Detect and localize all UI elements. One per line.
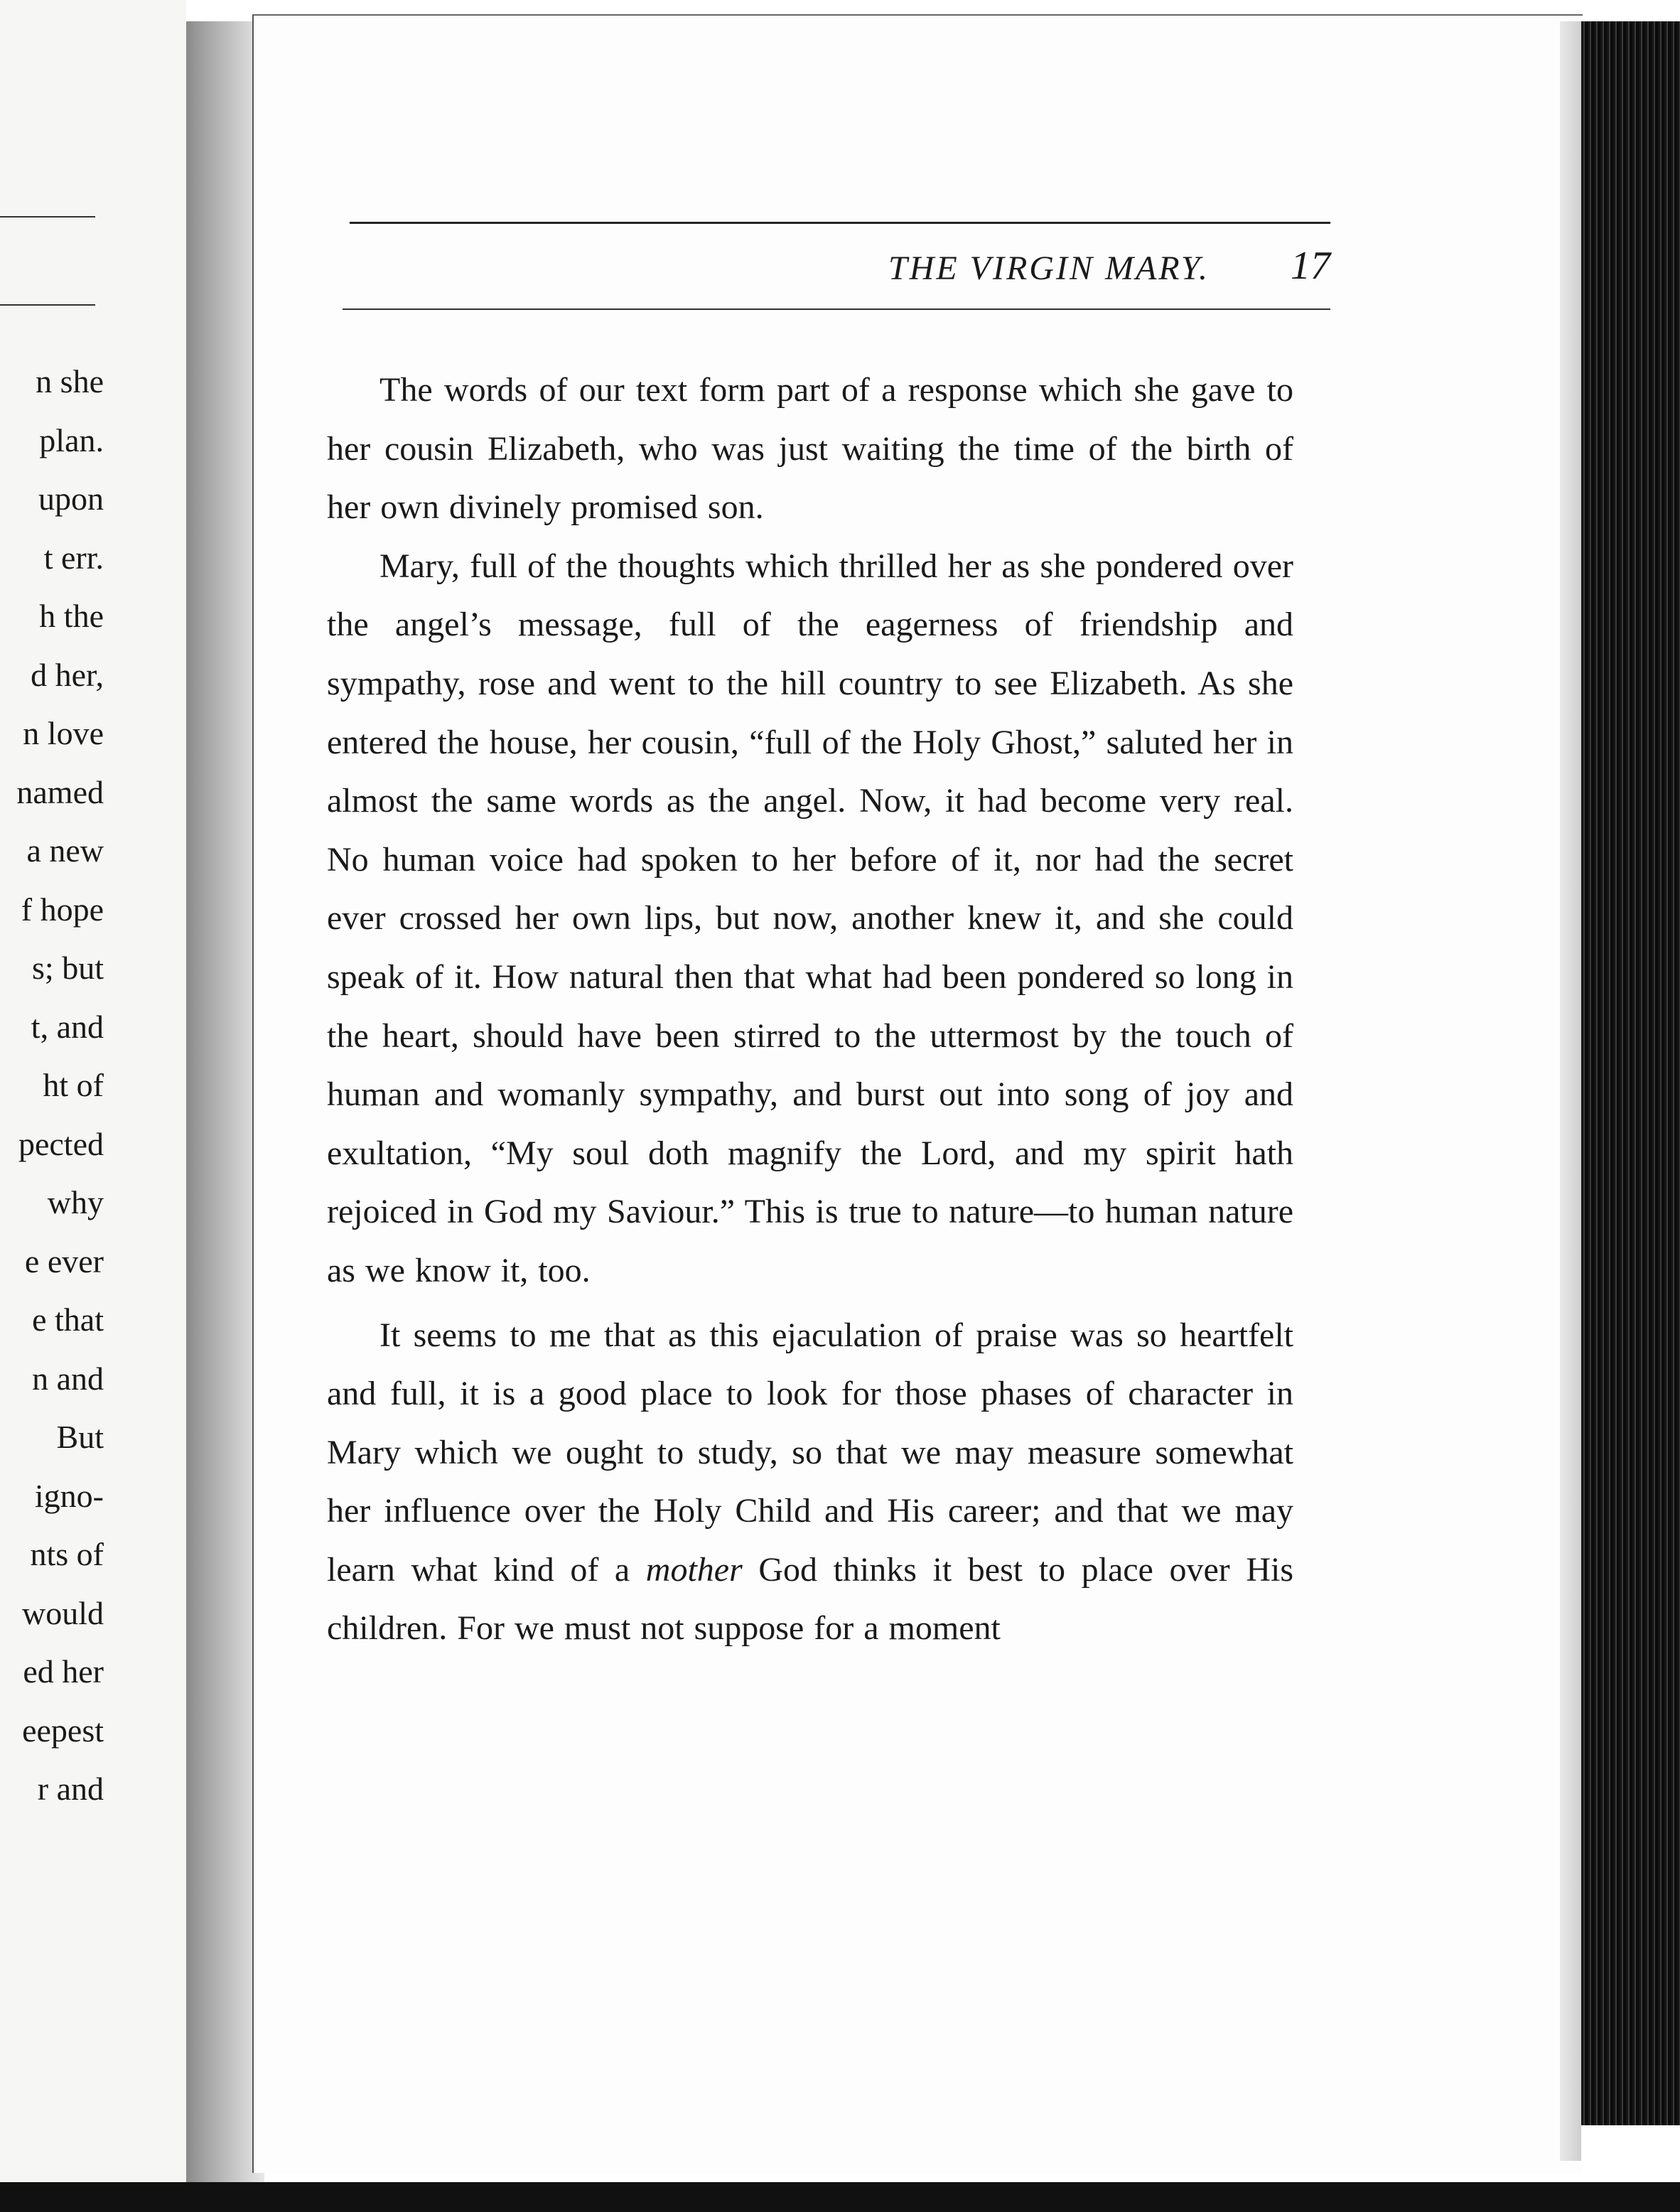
fragment-line: pected — [18, 1125, 104, 1162]
fragment-line: would — [22, 1594, 104, 1631]
running-head — [350, 222, 1551, 318]
fragment-line: r and — [37, 1771, 104, 1807]
fragment-line: nts of — [30, 1536, 104, 1572]
paragraph-3-text-after: God thinks it best to place over His children. For we must not suppose for a moment — [327, 1550, 1294, 1648]
previous-page-edge — [0, 0, 186, 2182]
scan-bottom-shadow — [0, 2182, 1680, 2212]
previous-page-rule-top — [0, 216, 95, 218]
header-rule-bottom — [343, 308, 1330, 310]
fragment-line: why — [47, 1184, 104, 1220]
fragment-line: ht of — [43, 1067, 104, 1103]
running-head-title: THE VIRGIN MARY. — [888, 249, 1210, 287]
paragraph-2: Mary, full of the thoughts which thrilled her as she pondered over the angel’s message, full of the eagerness of friendship and sympathy, rose and went to the hill country to see Elizabeth. As she entered the house, her cousin, “full of the Holy Ghost,” saluted her in almost the same words as the angel. Now, it had become very real. No human voice had spoken to her before of it, nor had the secret ever crossed her own lips, but now, another knew it, and she could speak of it. How natural then that what had been pondered so long in the heart, should have been stirred to the uttermost by the touch of human and womanly sympathy, and burst out into song of joy and exultation, “My soul doth magnify the Lord, and my spirit hath rejoiced in God my Saviour.” This is true to nature—to human nature as we know it, too. — [327, 547, 1293, 1289]
paragraph-1: The words of our text form part of a response which she gave to her cousin Elizabeth, who was just waiting the time of the birth of her own divinely promised son. — [327, 371, 1293, 527]
fragment-line: But — [56, 1419, 104, 1455]
fragment-line: named — [16, 773, 104, 810]
page-number: 17 — [1291, 244, 1330, 288]
fragment-line: plan. — [39, 422, 104, 458]
fragment-line: t err. — [43, 539, 104, 576]
emphasized-word: mother — [645, 1550, 743, 1589]
fragment-line: upon — [38, 480, 104, 517]
previous-page-rule-bottom — [0, 304, 95, 306]
header-rule-top — [350, 222, 1330, 224]
page-fore-edge-light — [1560, 21, 1581, 2161]
fragment-line: igno- — [34, 1477, 104, 1514]
fragment-line: t, and — [31, 1008, 104, 1045]
fragment-line: e that — [32, 1301, 104, 1338]
fragment-line: ed her — [23, 1653, 104, 1690]
previous-page-text-fragments — [16, 353, 104, 1819]
paragraph-3 — [327, 1306, 1293, 1659]
fragment-line: f hope — [21, 891, 104, 928]
fragment-line: n she — [36, 363, 104, 399]
paragraph-3-text-before: It seems to me that as this ejaculation of praise was so heartfelt and full, it is a good place to look for those phases of character in Mary which we ought to study, so that we may measure somewhat her influence over the Holy Child and His career; and that we may learn what kind of a — [327, 1316, 1293, 1589]
book-fore-edge — [1581, 21, 1680, 2125]
current-page — [252, 14, 1583, 2173]
fragment-line: h the — [39, 598, 104, 634]
fragment-line: eepest — [22, 1712, 104, 1749]
fragment-line: n and — [32, 1360, 104, 1397]
fragment-line: s; but — [32, 950, 104, 986]
fragment-line: a new — [26, 832, 104, 869]
body-text — [327, 361, 1293, 1658]
fragment-line: d her, — [31, 656, 104, 693]
fragment-line: n love — [23, 715, 104, 751]
fragment-line: e ever — [24, 1242, 104, 1279]
